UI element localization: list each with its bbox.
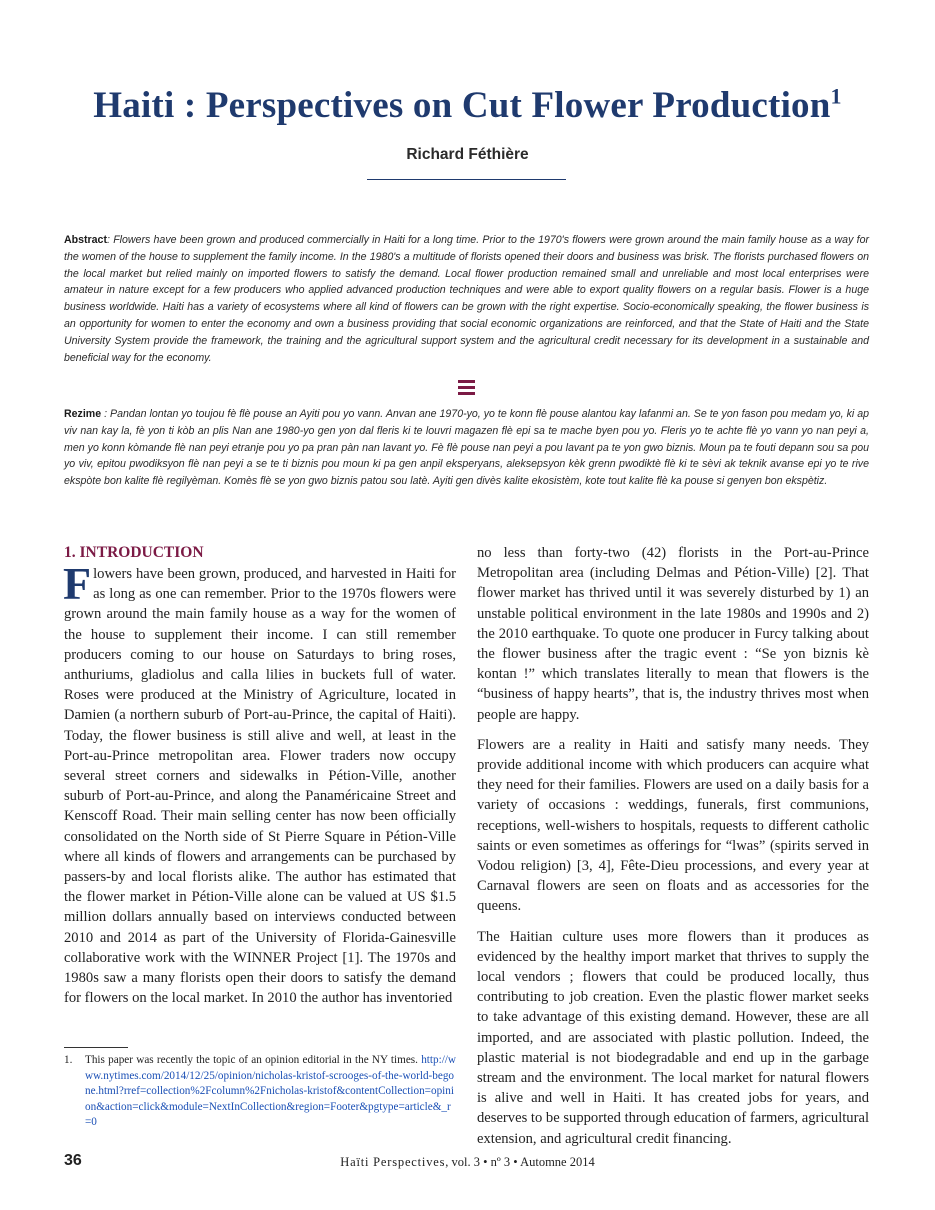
running-footer [0,1155,935,1170]
section-heading: 1. INTRODUCTION [64,544,204,561]
title-text: Haiti : Perspectives on Cut Flower Production [93,85,831,126]
footnote-link[interactable]: http://www.nytimes.com/2014/12/25/opinion/nicholas-kristof-scrooges-of-the-world-begone.html?rref=collection%2Fcolumn%2Fnicholas-kristof&contentCollection=opinion&action=click&module=NextInCollection&region=Footer&pgtype=article&_r=0 [85,1054,456,1129]
rezime [64,406,869,490]
footnote [64,1053,456,1131]
footnote-number: 1. [64,1054,73,1066]
body-paragraph-3: The Haitian culture uses more flowers than it produces as evidenced by the healthy import market that thrives to supply the local vendors ; flowers that could be produced locally, thus contributing to job creation. Even the plastic flower market seeks to take advantage of this existing demand. However, these are all imported, and are associated with plastic pollution. Indeed, the plastic material is not biodegradable and end up in the garbage stream and the environment. The local market for natural flowers is alive and well in Haiti. It has created jobs for years, and deserves to be supported through education of farmers, agricultural extension, and agricultural credit financing. [477,928,869,1147]
journal-name: Haïti Perspectives [340,1155,446,1169]
author-name: Richard Féthière [406,146,529,163]
paragraph-1-continued-text: no less than forty-two (42) florists in the Port-au-Prince Metropolitan area (including Delmas and Pétion-Ville) [2]. That flower market has thrived until it was severely disturbed by 1) an unstable political environment in the late 1980s and 1990s and 2) the 2010 earthquake. To quote one producer in Furcy talking about the flower business after the tragic event : “Se yon biznis kè kontan !” which translates literally to mean that flowers is the “business of happy hearts”, that is, the industry thrives most when people are happy. [477,545,869,723]
paper-title [40,84,895,127]
body-paragraph-1 [63,558,456,1008]
rezime-text: : Pandan lontan yo toujou fè flè pouse an Ayiti pou yo vann. Anvan ane 1970-yo, yo te konn flè pouse alantou kay lafanmi an. Se te yon fason pou medam yo, ki ap viv nan kay la, fè yon ti kòb an plis Nan ane 1980-yo gen yon dal fleris ki te louvri magazen flè epi sa te mache byen pou yo. Fleris yo te achte flè yo vann yo nan peyi a, men yo konn kòmande flè nan peyi etranje pou yo pa pran pàn nan lavant yo. Fè flè pouse nan peyi a pou lavant pa te yon gwo biznis. Moun pa te fouti depann sou sa pou yo viv, epitou pwodiksyon flè nan peyi a se te ti biznis pou moun ki pa gen anpil eksperyans, aleksepsyon kèk grenn pwodiktè flè ki te sèvi ak teknik avanse epi yo te rive ekspòte bon kalite flè regilyèman. Komès flè se yon gwo biznis patou sou latè. Ayiti gen divès kalite ekosistèm, kote tout kalite flè ka pouse si genyen bon ekspètiz. [64,408,869,488]
paragraph-1-text: lowers have been grown, produced, and harvested in Haiti for as long as one can remember. Prior to the 1970s flowers were grown around the main family house as a way for the women of the house to supplement their income. I can still remember producers coming to our house on Saturdays to bring roses, anthuriums, gladiolus and calla lilies in buckets full of water. Roses were produced at the Ministry of Agriculture, located in Damien (a northern suburb of Port-au-Prince, the capital of Haiti). Today, the flower business is still alive and well, at least in the Port-au-Prince metropolitan area. Flower traders now occupy several street corners and sidewalks in Pétion-Ville, another suburb of Port-au-Prince, and along the Panaméricaine Street and Kenscoff Road. Their main selling center has now been officially consolidated on the North side of St Pierre Square in Pétion-Ville where all kinds of flowers and arrangements can be purchased by passers-by and local florists alike. The author has estimated that the flower market in Pétion-Ville alone can be valued at US $1.5 million dollars annually based on interviews conducted between 2010 and 2014 as part of the University of Florida-Gainesville collaborative work with the WINNER Project [1]. The 1970s and 1980s saw a many florists open their doors to satisfy the demand for flowers on the local market. In 2010 the author has inventoried [64,566,456,1007]
abstract-text: : Flowers have been grown and produced commercially in Haiti for a long time. Prior to the 1970's flowers were grown around the main family house as a way for the women of the house to supplement the family income. In the 1980's a multitude of florists opened their doors and business was brisk. The florists purchased flowers on the local market but relied mainly on imported flowers to satisfy the demand. Local flower production remained small and unreliable and most local enterprises were amateur in nature except for a few producers who applied advanced production techniques and were able to export quality flowers on a regular basis. Flower is a huge business worldwide. Haiti has a variety of ecosystems where all kind of flowers can be grown with the right expertise. Socio-economically speaking, the flower business is an opportunity for women to enter the economy and own a business providing that social economic organizations are reinforced, and that the State of Haiti and the State University System provide the framework, the training and the agricultural support system and the agricultural credit necessary for its development in a sustainable and beneficial way for the economy. [64,234,869,364]
footnote-divider [64,1047,128,1048]
separator-ornament-icon [458,380,475,395]
body-column-right [477,543,869,1159]
author-divider [367,179,566,180]
body-column-left [64,543,456,1018]
abstract-label: Abstract [64,234,107,246]
footnote-text: This paper was recently the topic of an opinion editorial in the NY times. [85,1054,422,1066]
rezime-label: Rezime [64,408,102,420]
abstract [64,232,869,366]
body-paragraph-1-continued [477,543,869,725]
issue-info: , vol. 3 • nº 3 • Automne 2014 [445,1155,595,1169]
body-paragraph-2: Flowers are a reality in Haiti and satisfy many needs. They provide additional income with which producers can acquire what they need for their families. Flowers are used on a daily basis for a variety of occasions : weddings, funerals, first communions, receptions, well-wishers to hospitals, requests to different catholic saints or even sometimes as offerings for “lwas” (spirits served in Vodou religion) [3, 4], Fête-Dieu processions, and every year at Carnaval flowers are seen on floats and as accessories for the queens. [477,736,869,915]
drop-cap: F [63,558,92,609]
title-footnote-mark[interactable]: 1 [830,83,842,109]
page-number: 36 [64,1152,82,1169]
